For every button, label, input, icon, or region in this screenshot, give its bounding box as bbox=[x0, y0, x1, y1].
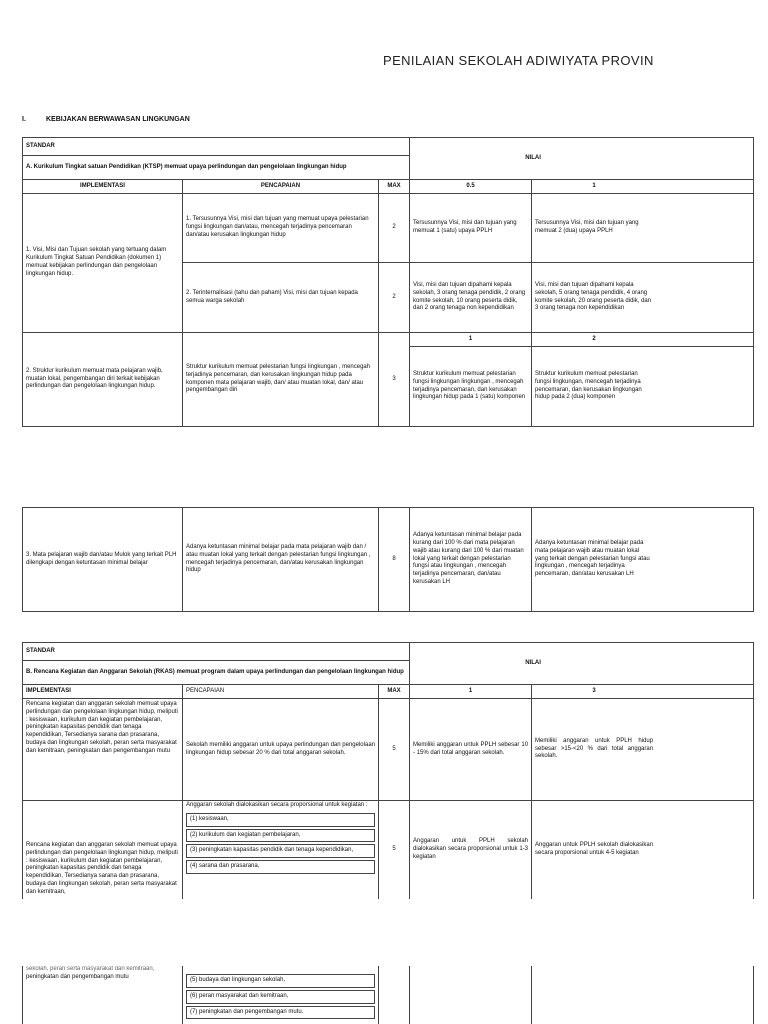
sub-header-score-2: 2 bbox=[532, 333, 754, 347]
nilai-label: NILAI bbox=[410, 138, 754, 180]
allocation-item: (6) peran masyarakat dan kemitraan, bbox=[186, 990, 375, 1004]
table-row bbox=[23, 508, 754, 612]
pencapaian-cell: Sekolah memiliki anggaran untuk upaya perlindungan dan pengelolaan lingkungan hidup sebesar 20 % dari total anggaran sekolah. bbox=[183, 699, 379, 801]
max-cell: 5 bbox=[379, 801, 410, 899]
allocation-item: (4) sarana dan prasarana, bbox=[186, 860, 375, 874]
score-2-cell: Struktur kurikulum memuat pelestarian fungsi lingkungan, mencegah terjadinya pencemaran, dan kerusakan lingkungan hidup pada 2 (dua) komponen bbox=[532, 347, 754, 427]
sub-header-score-1: 1 bbox=[410, 333, 532, 347]
score-2-cell: Anggaran untuk PPLH sekolah dialokasikan secara proporsional untuk 4-5 kegiatan bbox=[532, 801, 754, 899]
header-implementasi: IMPLEMENTASI bbox=[23, 685, 183, 699]
score-1-cell: Struktur kurikulum memuat pelestarian fungsi lingkungan lingkungan , mencegah terjadinya pencemaran, dan kerusakan lingkungan hidup pada 1 (satu) komponen bbox=[410, 347, 532, 427]
max-cell-empty bbox=[379, 966, 410, 1024]
score-1-cell: Tersusunnya Visi, misi dan tujuan yang memuat 1 (satu) upaya PPLH bbox=[410, 194, 532, 263]
score-2-cell: Visi, misi dan tujuan dipahami kepala sekolah, 5 orang tenaga pendidik, 4 orang komite sekolah, 20 orang peserta didik, dan 3 orang tenaga non kependidikan bbox=[532, 263, 754, 333]
implementasi-cell: peningkatan dan pengembangan mutu bbox=[26, 973, 129, 980]
header-score-1: 1 bbox=[410, 685, 532, 699]
allocation-item: (1) kesiswaan, bbox=[186, 813, 375, 827]
header-pencapaian: PENCAPAIAN bbox=[183, 685, 379, 699]
header-score-1: 0.5 bbox=[410, 180, 532, 194]
score-1-cell: Adanya ketuntasan minimal belajar pada kurang dari 100 % dari mata pelajaran wajib atau kurang dari 100 % dari muatan lokal yang terkait dengan pelestarian fungsi atau lingkungan , mencegah terjadinya pencemaran, dan/atau kerusakan LH bbox=[410, 508, 532, 612]
pencapaian-cell: 2. Terinternalisasi (tahu dan paham) Visi, misi dan tujuan kepada semua warga sekolah bbox=[183, 263, 379, 333]
score-1-cell: Memiliki anggaran untuk PPLH sebesar 10 - 15% dari total anggaran sekolah. bbox=[410, 699, 532, 801]
table-a-row-3 bbox=[22, 507, 754, 612]
document-title: PENILAIAN SEKOLAH ADIWIYATA PROVIN bbox=[383, 53, 654, 68]
header-max: MAX bbox=[379, 685, 410, 699]
table-b-continued bbox=[22, 966, 754, 1024]
max-cell: 2 bbox=[379, 194, 410, 263]
allocation-item: (5) budaya dan lingkungan sekolah, bbox=[186, 974, 375, 988]
standar-text: A. Kurikulum Tingkat satuan Pendidikan (KTSP) memuat upaya perlindungan dan pengelolaan lingkungan hidup bbox=[23, 156, 410, 180]
max-cell: 2 bbox=[379, 263, 410, 333]
header-max: MAX bbox=[379, 180, 410, 194]
section-number: I. bbox=[22, 116, 26, 123]
max-cell: 5 bbox=[379, 699, 410, 801]
max-cell: 8 bbox=[379, 508, 410, 612]
header-implementasi: IMPLEMENTASI bbox=[23, 180, 183, 194]
header-pencapaian: PENCAPAIAN bbox=[183, 180, 379, 194]
section-heading bbox=[22, 116, 190, 123]
implementasi-cell: Rencana kegiatan dan anggaran sekolah memuat upaya perlindungan dan pengelolaan lingkungan hidup, meliputi : kesiswaan, kurikulum dan kegiatan pembelajaran, peningkatan kapasitas pendidik dan tenaga kependidikan, Tersedianya sarana dan prasarana, budaya dan lingkungan sekolah, peran serta masyarakat dan kemitraan, peningkatan dan pengembangan mutu bbox=[23, 699, 183, 801]
table-row bbox=[23, 194, 754, 263]
max-cell: 3 bbox=[379, 333, 410, 427]
score-2-cell: Memiliki anggaran untuk PPLH hidup sebesar >15-<20 % dari total anggaran sekolah. bbox=[532, 699, 754, 801]
section-title: KEBIJAKAN BERWAWASAN LINGKUNGAN bbox=[46, 116, 190, 123]
score-2-cell-empty bbox=[532, 966, 754, 1024]
implementasi-fragment: sekolah, peran serta masyarakat dan kemitraan, bbox=[26, 966, 155, 972]
table-row bbox=[23, 801, 754, 899]
allocation-intro: Anggaran sekolah dialokasikan secara proporsional untuk kegiatan : bbox=[186, 802, 368, 808]
implementasi-cell: 1. Visi, Misi dan Tujuan sekolah yang tertuang dalam Kurikulum Tingkat Satuan Pendidikan (dokumen 1) memuat kebijakan perlindungan dan pengelolaan lingkungan hidup. bbox=[23, 194, 183, 333]
table-row bbox=[23, 699, 754, 801]
standar-text: B. Rencana Kegiatan dan Anggaran Sekolah (RKAS) memuat program dalam upaya perlindungan dan pengelolaan lingkungan hidup bbox=[23, 661, 410, 685]
pencapaian-cell: Adanya ketuntasan minimal belajar pada mata pelajaran wajib dan / atau muatan lokal yang terkait dengan pelestarian fungsi lingkungan , mencegah terjadinya pencemaran, dan/atau kerusakan lingkungan hidup bbox=[183, 508, 379, 612]
score-2-cell: Tersusunnya Visi, misi dan tujuan yang memuat 2 (dua) upaya PPLH bbox=[532, 194, 754, 263]
allocation-item: (7) peningkatan dan pengembangan mutu. bbox=[186, 1006, 375, 1020]
nilai-label: NILAI bbox=[410, 643, 754, 685]
score-1-cell-empty bbox=[410, 966, 532, 1024]
implementasi-cell: 3. Mata pelajaran wajib dan/atau Mulok yang terkait PLH dilengkapi dengan ketuntasan minimal belajar bbox=[23, 508, 183, 612]
standar-label: STANDAR bbox=[23, 643, 410, 661]
pencapaian-cell: 1. Tersusunnya Visi, misi dan tujuan yang memuat upaya pelestarian fungsi lingkungan dan/atau, mencegah terjadinya pencemaran dan/atau kerusakan lingkungan hidup bbox=[183, 194, 379, 263]
table-b bbox=[22, 642, 754, 899]
header-score-2: 1 bbox=[532, 180, 754, 194]
score-1-cell: Anggaran untuk PPLH sekolah dialokasikan secara proporsional untuk 1-3 kegiatan bbox=[410, 801, 532, 899]
table-a bbox=[22, 137, 754, 427]
pencapaian-cell: Struktur kurikulum memuat pelestarian fungsi lingkungan , mencegah terjadinya pencemaran, dan kerusakan lingkungan hidup pada komponen mata pelajaran wajib, dan/ atau muatan lokal, dan/ atau pengembangan diri bbox=[183, 333, 379, 427]
allocation-item: (2) kurikulum dan kegiatan pembelajaran, bbox=[186, 829, 375, 843]
score-1-cell: Visi, misi dan tujuan dipahami kepala sekolah, 3 orang tenaga pendidik, 2 orang komite sekolah, 10 orang peserta didik, dan 2 orang tenaga non kependidikan bbox=[410, 263, 532, 333]
header-score-2: 3 bbox=[532, 685, 754, 699]
implementasi-cell: 2. Struktur kurikulum memuat mata pelajaran wajib, muatan lokal, pengembangan diri terkait kebijakan perlindungan dan pengelolaan lingkungan hidup. bbox=[23, 333, 183, 427]
table-row bbox=[23, 333, 754, 347]
standar-label: STANDAR bbox=[23, 138, 410, 156]
allocation-item: (3) peningkatan kapasitas pendidik dan tenaga kependidikan, bbox=[186, 844, 375, 858]
implementasi-cell: Rencana kegiatan dan anggaran sekolah memuat upaya perlindungan dan pengelolaan lingkungan hidup, meliputi : kesiswaan, kurikulum dan kegiatan pembelajaran, peningkatan kapasitas pendidik dan tenaga kependidikan, Tersedianya sarana dan prasarana, budaya dan lingkungan sekolah, peran serta masyarakat dan kemitraan, bbox=[23, 801, 183, 899]
table-row bbox=[23, 966, 754, 1024]
score-2-cell: Adanya ketuntasan minimal belajar pada mata pelajaran wajib atau muatan lokal yang terkait dengan pelestarian fungsi atau lingkungan , mencegah terjadinya pencemaran, dan/atau kerusakan LH bbox=[532, 508, 754, 612]
